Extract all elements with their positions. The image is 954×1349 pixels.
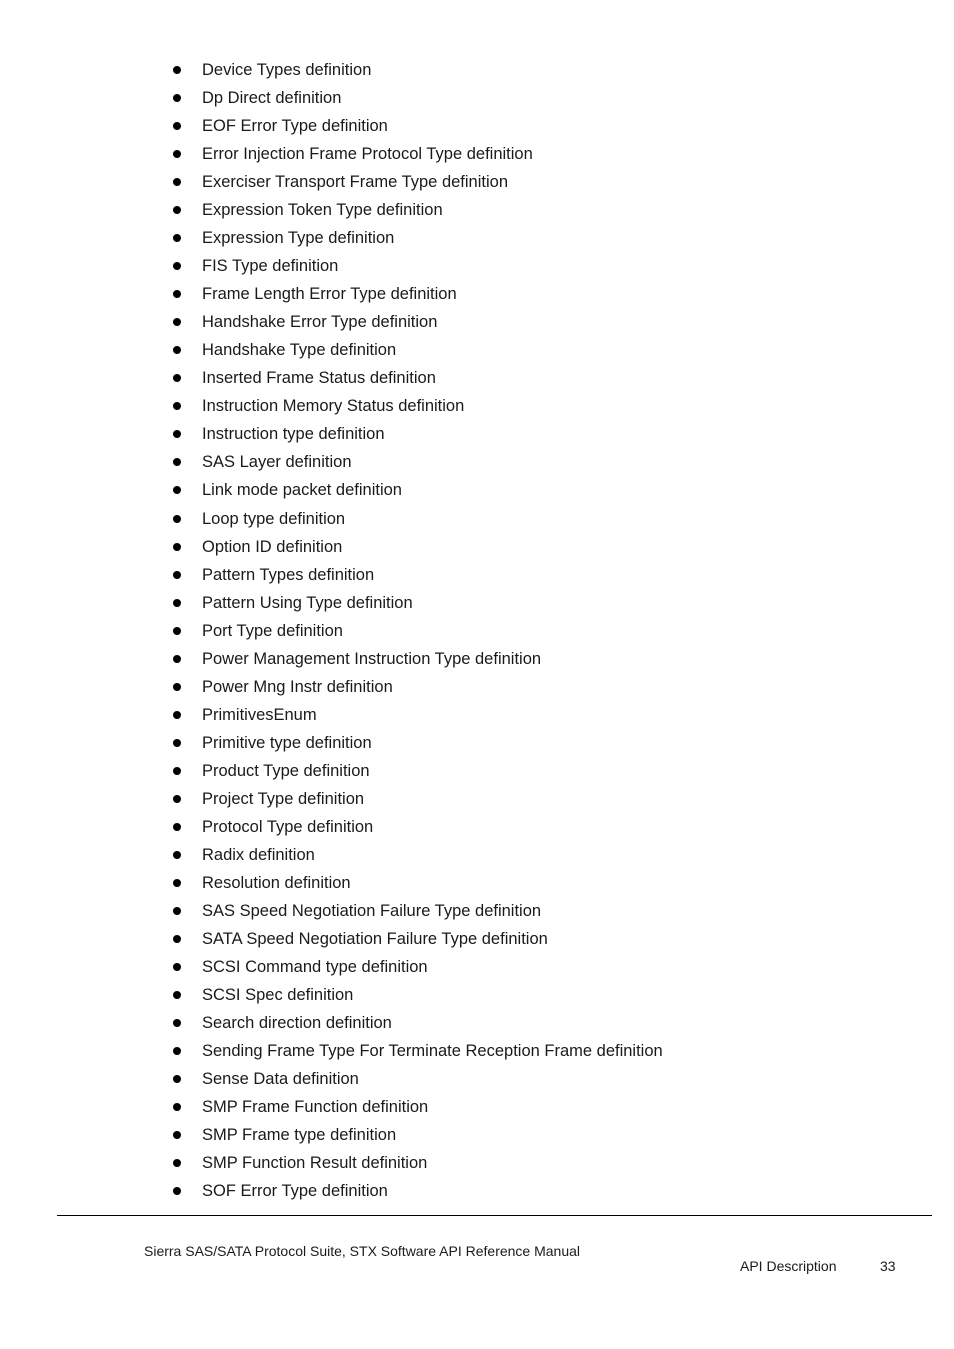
bullet-icon [173,1075,181,1083]
list-item-label: Radix definition [202,845,315,864]
list-item-label: FIS Type definition [202,257,339,276]
list-item-label: Exerciser Transport Frame Type definition [202,173,508,192]
list-item-label: Expression Type definition [202,229,395,248]
list-item-label: Port Type definition [202,621,343,640]
bullet-icon [173,711,181,719]
list-item-label: Instruction Memory Status definition [202,397,465,416]
bullet-icon [173,94,181,102]
bullet-icon [173,627,181,635]
list-item-label: Inserted Frame Status definition [202,369,436,388]
list-item-label: Pattern Types definition [202,565,375,584]
list-item-label: Sense Data definition [202,1070,359,1089]
list-item-label: Error Injection Frame Protocol Type definition [202,145,533,164]
bullet-icon [173,262,181,270]
bullet-icon [173,1131,181,1139]
list-item-label: Pattern Using Type definition [202,593,413,612]
bullet-icon [173,739,181,747]
bullet-icon [173,991,181,999]
list-item-label: SOF Error Type definition [202,1182,388,1201]
list-item-label: SMP Frame Function definition [202,1098,429,1117]
list-item-label: Sending Frame Type For Terminate Reception Frame definition [202,1042,663,1061]
footer-manual-title: Sierra SAS/SATA Protocol Suite, STX Software API Reference Manual [144,1243,581,1259]
list-item-label: Expression Token Type definition [202,201,443,220]
bullet-icon [173,1103,181,1111]
bullet-icon [173,935,181,943]
list-item-label: Power Management Instruction Type definition [202,649,542,668]
list-item-label: Loop type definition [202,509,346,528]
list-item-label: Protocol Type definition [202,817,374,836]
list-item-label: SCSI Spec definition [202,986,354,1005]
list-item-label: SCSI Command type definition [202,958,428,976]
list-item-label: Project Type definition [202,789,365,808]
list-item-label: Frame Length Error Type definition [202,285,457,304]
bullet-icon [173,767,181,775]
bullet-icon [173,851,181,859]
list-item-label: Handshake Type definition [202,341,397,360]
bullet-icon [173,402,181,410]
list-item-label: SMP Function Result definition [202,1154,428,1173]
bullet-icon [173,1019,181,1027]
bullet-icon [173,290,181,298]
bullet-icon [173,178,181,186]
bullet-icon [173,655,181,663]
bullet-icon [173,234,181,242]
footer-divider [57,1215,932,1216]
bullet-icon [173,66,181,74]
bullet-icon [173,1047,181,1055]
bullet-icon [173,823,181,831]
bullet-icon [173,1187,181,1195]
list-item-label: SAS Layer definition [202,453,352,472]
footer-section-name: API Description [740,1258,837,1274]
list-item-label: Link mode packet definition [202,481,402,500]
list-item-label: SATA Speed Negotiation Failure Type definition [202,929,548,948]
list-item-label: Primitive type definition [202,733,372,752]
bullet-icon [173,458,181,466]
bullet-icon [173,795,181,803]
bullet-icon [173,486,181,494]
list-item-label: Power Mng Instr definition [202,677,393,696]
bullet-icon [173,599,181,607]
bullet-icon [173,1159,181,1167]
bullet-icon [173,515,181,523]
bullet-icon [173,346,181,354]
list-item-label: Device Types definition [202,61,372,79]
bullet-icon [173,683,181,691]
bullet-icon [173,430,181,438]
list-item-label: PrimitivesEnum [202,705,317,724]
bullet-icon [173,907,181,915]
list-item-label: Instruction type definition [202,425,385,444]
bullet-icon [173,374,181,382]
list-item-label: Product Type definition [202,761,370,780]
bullet-icon [173,571,181,579]
list-item-label: EOF Error Type definition [202,117,388,136]
bullet-icon [173,206,181,214]
list-item-label: SMP Frame type definition [202,1126,397,1145]
bullet-icon [173,122,181,130]
list-item-label: Resolution definition [202,873,351,892]
page-number: 33 [880,1258,896,1274]
list-item-label: Dp Direct definition [202,89,342,108]
bullet-icon [173,963,181,971]
bullet-icon [173,879,181,887]
list-item-label: Search direction definition [202,1014,392,1033]
bullet-icon [173,543,181,551]
list-item-label: Option ID definition [202,537,343,556]
list-item-label: SAS Speed Negotiation Failure Type definition [202,901,542,920]
bullet-icon [173,318,181,326]
list-item-label: Handshake Error Type definition [202,313,438,332]
bullet-icon [173,150,181,158]
